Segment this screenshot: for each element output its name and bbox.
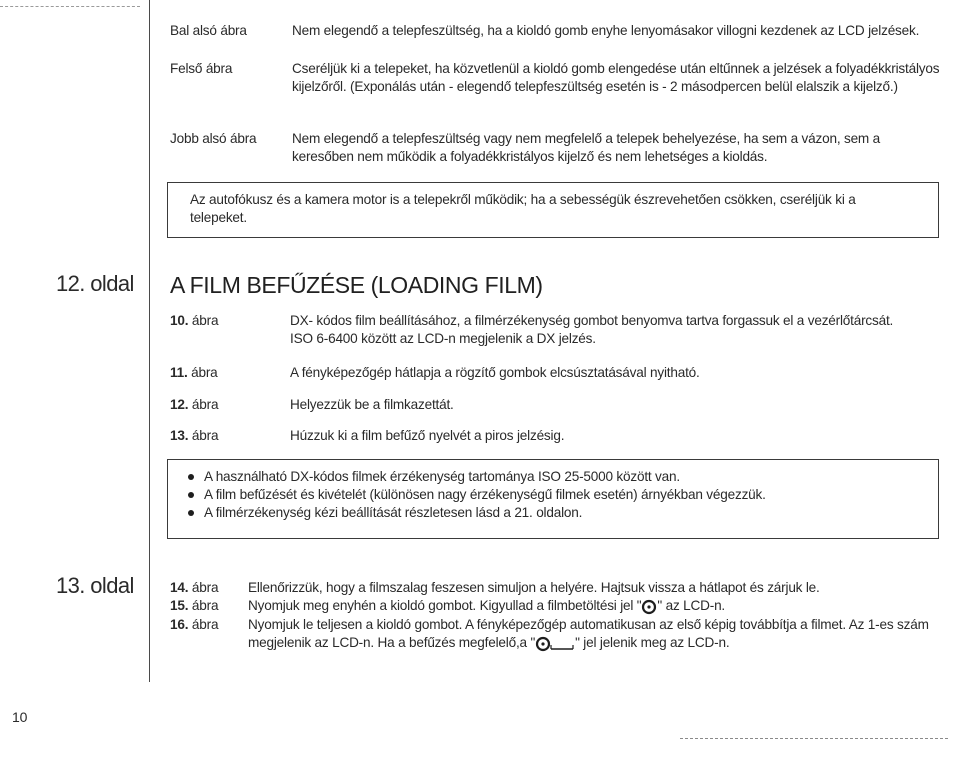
label-felso-abra: Felső ábra (170, 61, 233, 76)
bullet-item: A filmérzékenység kézi beállítását részletesen lásd a 21. oldalon. (182, 504, 766, 522)
figure-label-13: 13. ábra (170, 428, 219, 443)
page-label-13: 13. oldal (56, 573, 134, 598)
figure-label-15: 15. ábra (170, 598, 219, 613)
figure-text-14: Ellenőrizzük, hogy a filmszalag feszesen simuljon a helyére. Hajtsuk vissza a hátlapot és zárjuk le. (248, 580, 820, 595)
note-box-batteries (167, 182, 939, 238)
text-jobb-also-abra: Nem elegendő a telepfeszültség vagy nem megfelelő a telepek behelyezése, ha sem a vázon, sem a keresőben nem működik a folyadékkristályos kijelző és nem lehetséges a kioldás. (292, 131, 880, 164)
page-number: 10 (12, 709, 28, 725)
figure-label-14: 14. ábra (170, 580, 219, 595)
film-load-icon (641, 599, 657, 617)
figure-label-11: 11. ábra (170, 365, 218, 380)
figure-text-10: DX- kódos film beállításához, a filmérzékenység gombot benyomva tartva forgassuk el a vezérlőtárcsát. ISO 6-6400 között az LCD-n megjelenik a DX jelzés. (290, 313, 894, 346)
figure-text-13: Húzzuk ki a film befűző nyelvét a piros jelzésig. (290, 428, 565, 443)
figure-text-12: Helyezzük be a filmkazettát. (290, 397, 454, 412)
page-label-12: 12. oldal (56, 271, 134, 296)
bullet-dot-icon (188, 510, 194, 516)
bullet-dot-icon (188, 474, 194, 480)
bullet-item: A film befűzését és kivételét (különösen nagy érzékenységű filmek esetén) árnyékban végezzük. (182, 486, 766, 504)
figure-text-16: Nyomjuk le teljesen a kioldó gombot. A fényképezőgép automatikusan az első képig továbbítja a filmet. Az 1-es szám megjelenik az LCD-n. Ha a befűzés megfelelő,a " " jel jelenik meg az LCD-n. (248, 616, 938, 654)
figure-label-16: 16. ábra (170, 617, 219, 632)
figure-label-12: 12. ábra (170, 397, 219, 412)
section-heading: A FILM BEFŰZÉSE (LOADING FILM) (170, 272, 543, 298)
bullet-dot-icon (188, 492, 194, 498)
note-box-film (167, 459, 939, 539)
figure-text-15: Nyomjuk meg enyhén a kioldó gombot. Kigyullad a filmbetöltési jel " " az LCD-n. (248, 597, 938, 617)
scan-artifact-top (0, 6, 140, 7)
figure-label-10: 10. ábra (170, 313, 219, 328)
note-box-batteries-text: Az autofókusz és a kamera motor is a telepekről működik; ha a sebességük észrevehetően csökken, cseréljük ki a telepeket. (190, 192, 856, 225)
label-bal-also-abra: Bal alsó ábra (170, 23, 247, 38)
bullet-item: A használható DX-kódos filmek érzékenység tartománya ISO 25-5000 között van. (182, 468, 766, 486)
text-bal-also-abra: Nem elegendő a telepfeszültség, ha a kioldó gomb enyhe lenyomásakor villogni kezdenek az LCD jelzések. (292, 23, 920, 38)
text-felso-abra: Cseréljük ki a telepeket, ha közvetlenül a kioldó gomb elengedése után eltűnnek a jelzések a folyadékkristályos kijelzőről. (Exponálás után - elegendő telepfeszültség esetén is - 2 másodpercen belül elalszik a kijelző.) (292, 61, 940, 94)
scan-artifact-bottom (680, 738, 948, 739)
margin-rule (149, 0, 150, 682)
label-jobb-also-abra: Jobb alsó ábra (170, 131, 257, 146)
film-loaded-icon (535, 636, 575, 654)
bullet-list (182, 468, 766, 522)
figure-text-11: A fényképezőgép hátlapja a rögzítő gombok elcsúsztatásával nyitható. (290, 365, 700, 380)
